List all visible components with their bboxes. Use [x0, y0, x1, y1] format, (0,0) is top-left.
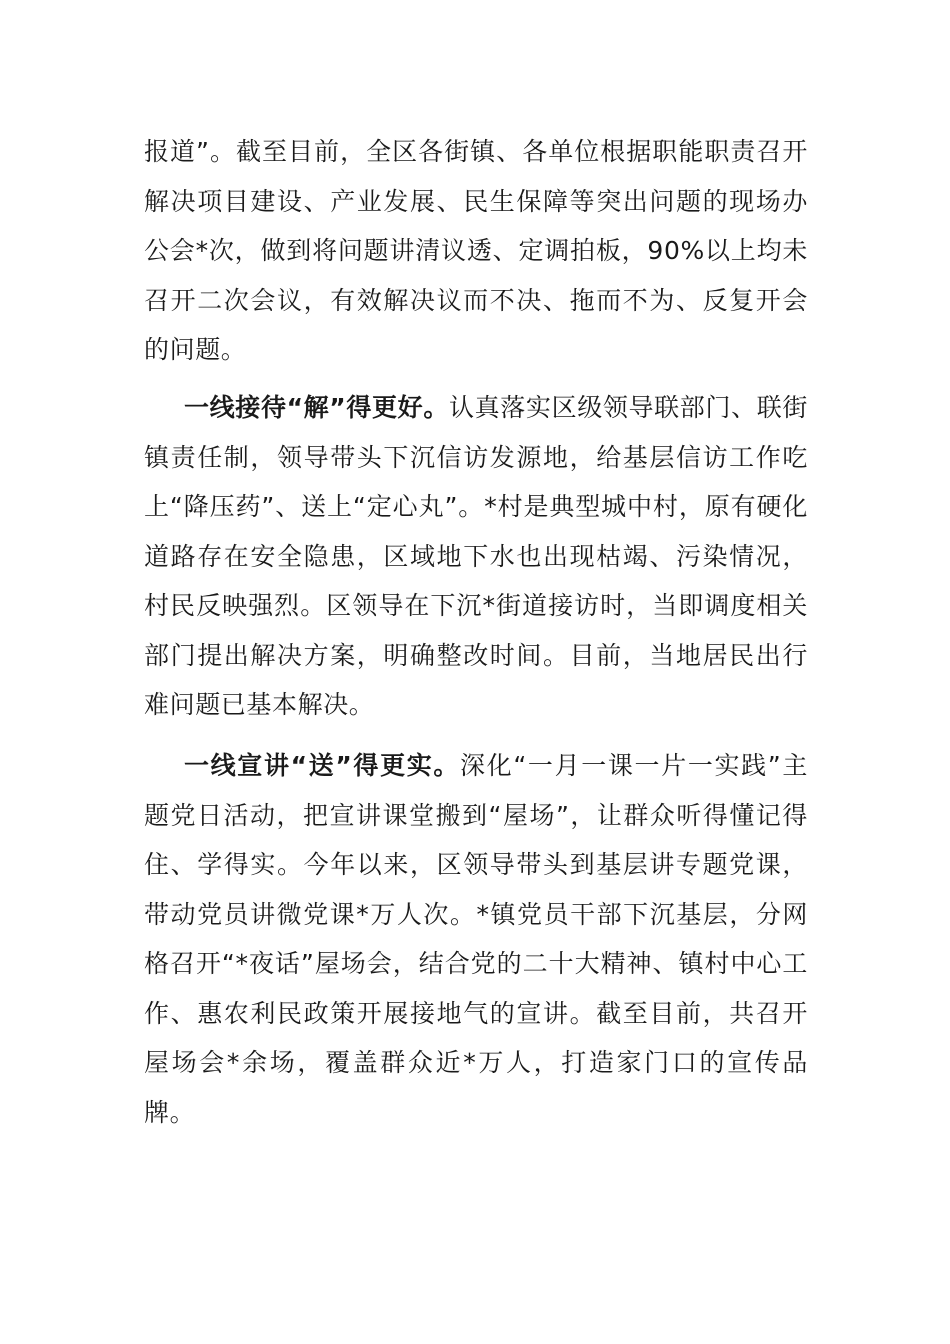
paragraph-text: 认真落实区级领导联部门、联街镇责任制，领导带头下沉信访发源地，给基层信访工作吃上“降压药”、送上“定心丸”。*村是典型城中村，原有硬化道路存在安全隐患，区域地下水也出现枯竭、污染情况，村民反映强烈。区领导在下沉*街道接访时，当即调度相关部门提出解决方案，明确整改时间。目前，当地居民出行难问题已基本解决。	[144, 393, 808, 719]
paragraph-heading: 一线宣讲“送”得更实。	[184, 751, 461, 780]
paragraph-text: 报道”。截至目前，全区各街镇、各单位根据职能职责召开解决项目建设、产业发展、民生保障等突出问题的现场办公会*次，做到将问题讲清议透、定调拍板，90%以上均未召开二次会议，有效解决议而不决、拖而不为、反复开会的问题。	[144, 137, 808, 364]
paragraph-continued	[144, 127, 808, 375]
paragraph-text: 深化“一月一课一片一实践”主题党日活动，把宣讲课堂搬到“屋场”，让群众听得懂记得住、学得实。今年以来，区领导带头到基层讲专题党课，带动党员讲微党课*万人次。*镇党员干部下沉基层，分网格召开“*夜话”屋场会，结合党的二十大精神、镇村中心工作、惠农利民政策开展接地气的宣讲。截至目前，共召开屋场会*余场，覆盖群众近*万人，打造家门口的宣传品牌。	[144, 751, 808, 1127]
paragraph-reception	[144, 383, 808, 730]
paragraph-lecture	[144, 741, 808, 1137]
paragraph-heading: 一线接待“解”得更好。	[184, 393, 449, 422]
